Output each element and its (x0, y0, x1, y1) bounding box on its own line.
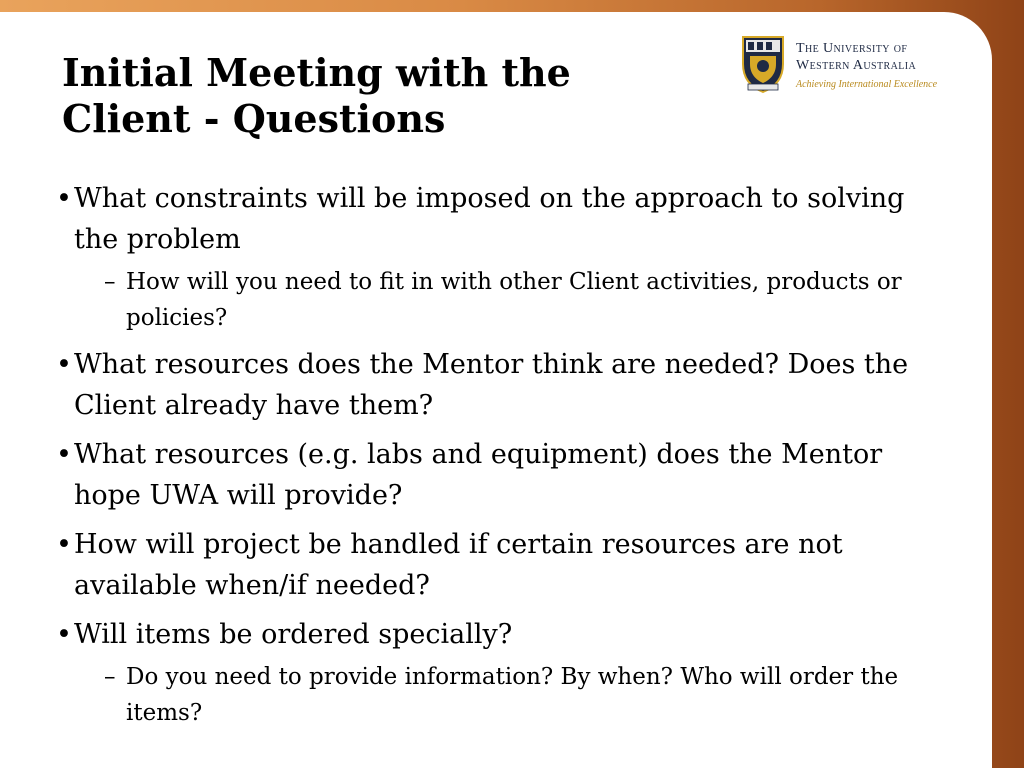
bullet-item (52, 178, 952, 260)
sub-bullet-item (52, 659, 952, 731)
bullet-marker: • (56, 183, 72, 214)
bullet-text: Will items be ordered specially? (74, 619, 513, 650)
bullet-marker: • (56, 619, 72, 650)
university-logo (740, 34, 960, 98)
sub-bullet-text: How will you need to fit in with other Client activities, products or policies? (126, 269, 902, 331)
bullet-text: What resources does the Mentor think are needed? Does the Client already have them? (74, 349, 909, 421)
sub-bullet-text: Do you need to provide information? By when? Who will order the items? (126, 664, 899, 726)
bullet-list (52, 178, 952, 739)
bullet-item (52, 344, 952, 426)
bullet-marker: • (56, 349, 72, 380)
sub-bullet-item (52, 264, 952, 336)
university-name-line-1: The University of (796, 41, 908, 56)
university-tagline: Achieving International Excellence (796, 79, 938, 90)
bullet-marker: • (56, 529, 72, 560)
university-name-line-2: Western Australia (796, 58, 917, 73)
bullet-item (52, 524, 952, 606)
sub-bullet-marker: – (104, 269, 116, 295)
bullet-marker: • (56, 439, 72, 470)
title-line-1: Initial Meeting with the (62, 50, 571, 95)
university-crest-icon (740, 34, 786, 94)
bullet-item (52, 614, 952, 655)
bullet-text: How will project be handled if certain resources are not available when/if needed? (74, 529, 843, 601)
sub-bullet-marker: – (104, 664, 116, 690)
university-name (796, 40, 916, 74)
bullet-text: What resources (e.g. labs and equipment) does the Mentor hope UWA will provide? (74, 439, 883, 511)
title-line-2: Client - Questions (62, 96, 446, 141)
slide-title (62, 50, 662, 142)
bullet-item (52, 434, 952, 516)
bullet-text: What constraints will be imposed on the approach to solving the problem (74, 183, 905, 255)
